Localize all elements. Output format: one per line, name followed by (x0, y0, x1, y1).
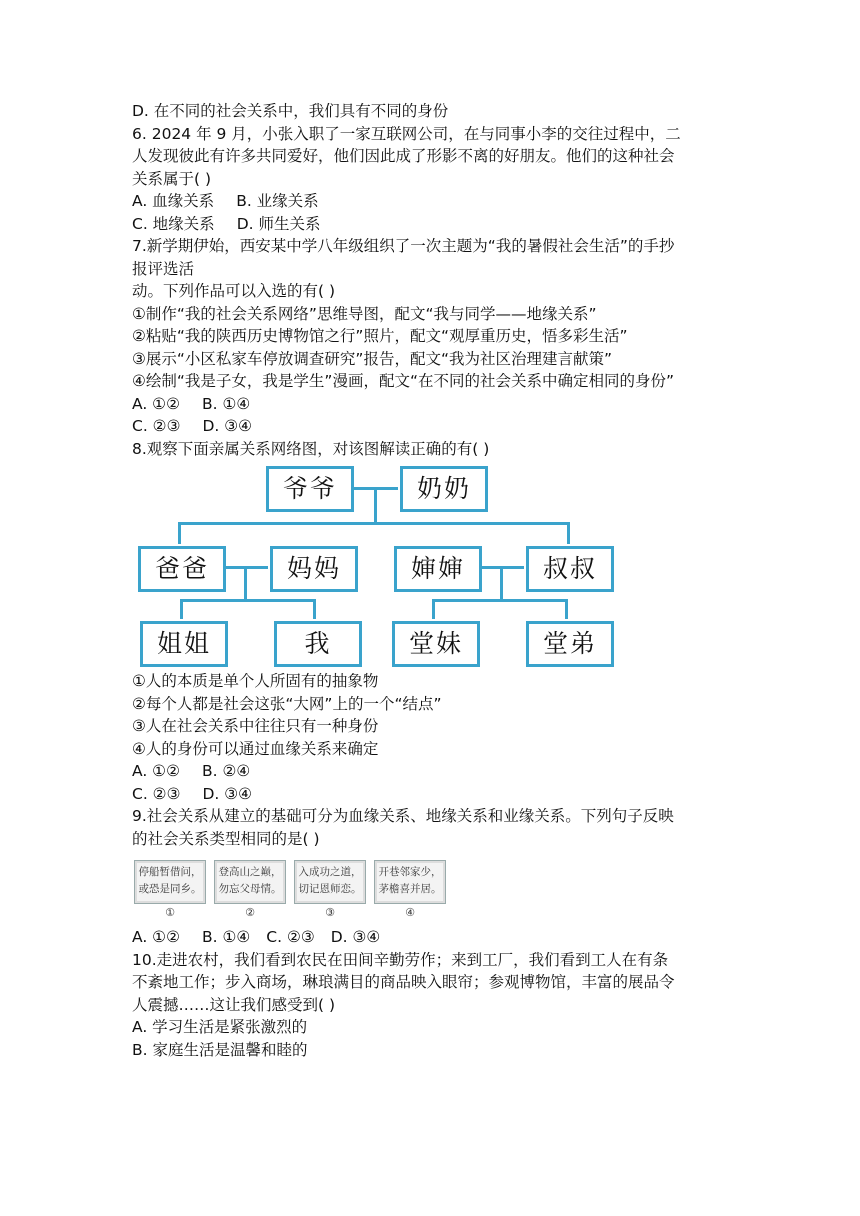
tree-node-mom: 妈妈 (270, 546, 358, 592)
tree-node-uncle: 叔叔 (526, 546, 614, 592)
q9-option-c: C. ②③ (266, 928, 315, 946)
q6-stem-line2: 人发现彼此有许多共同爱好，他们因此成了形影不离的好朋友。他们的这种社会 (132, 147, 675, 165)
tree-connector (500, 566, 503, 601)
q7-item-4: ④绘制“我是子女，我是学生”漫画，配文“在不同的社会关系中确定相同的身份” (132, 372, 675, 390)
tree-connector (178, 522, 570, 525)
q9-stem-line2: 的社会关系类型相同的是( ) (132, 829, 320, 848)
q8-options-ab (132, 760, 732, 783)
q5-option-d: D. 在不同的社会关系中，我们具有不同的身份 (132, 102, 449, 120)
poem-card-text (134, 860, 206, 904)
tree-connector (565, 599, 568, 619)
poem-card-number: ① (165, 906, 175, 919)
q7-options-cd (132, 415, 732, 438)
poem-line: 入成功之道， (298, 866, 362, 878)
kinship-tree-diagram (138, 466, 618, 666)
q9-option-a: A. ①② (132, 928, 180, 946)
tree-connector (567, 522, 570, 544)
q7-stem-line3: 动。下列作品可以入选的有( ) (132, 282, 336, 300)
q8-item-4: ④人的身份可以通过血缘关系来确定 (132, 739, 379, 758)
poem-card-1 (134, 860, 206, 920)
q6-stem-line1: 6. 2024 年 9 月，小张入职了一家互联网公司，在与同事小李的交往过程中，二 (132, 124, 681, 143)
q10-stem-line1: 10.走进农村，我们看到农民在田间辛勤劳作；来到工厂，我们看到工人在有条 (132, 950, 669, 969)
poem-line: 茅檐喜并居。 (378, 883, 442, 895)
tree-node-grandpa: 爷爷 (266, 466, 354, 512)
tree-connector (244, 566, 247, 601)
q9-option-b: B. ①④ (201, 928, 251, 946)
q6-options-cd (132, 213, 732, 236)
q8-item-3: ③人在社会关系中往往只有一种身份 (132, 717, 379, 735)
poem-line: 切记恩师恋。 (298, 883, 362, 895)
tree-connector (432, 599, 435, 619)
q7-item-1: ①制作“我的社会关系网络”思维导图，配文“我与同学——地缘关系” (132, 304, 597, 323)
tree-connector (432, 599, 568, 602)
q8-option-a: A. ①② (132, 762, 180, 780)
q7-item-3: ③展示“小区私家车停放调查研究”报告，配文“我为社区治理建言献策” (132, 349, 613, 368)
q7-option-c: C. ②③ (132, 417, 181, 435)
poem-card-text (294, 860, 366, 904)
q6-option-c: C. 地缘关系 (132, 214, 215, 233)
tree-node-dad: 爸爸 (138, 546, 226, 592)
q7-item-2: ②粘贴“我的陕西历史博物馆之行”照片，配文“观厚重历史，悟多彩生活” (132, 327, 628, 345)
tree-connector (180, 599, 316, 602)
poem-line: 勿忘父母情。 (218, 883, 282, 895)
q9-stem-line1: 9.社会关系从建立的基础可分为血缘关系、地缘关系和业缘关系。下列句子反映 (132, 807, 674, 825)
q7-option-b: B. ①④ (201, 394, 251, 413)
poem-card-2 (214, 860, 286, 920)
q8-option-b: B. ②④ (201, 762, 251, 780)
tree-node-cousin-female: 堂妹 (392, 621, 480, 667)
tree-node-me: 我 (274, 621, 362, 667)
tree-connector (374, 487, 377, 524)
poem-card-text (374, 860, 446, 904)
q9-option-d: D. ③④ (330, 928, 381, 946)
poem-card-number: ④ (405, 906, 415, 919)
tree-connector (178, 522, 181, 544)
q7-option-a: A. ①② (132, 394, 180, 413)
q8-options-cd (132, 783, 732, 806)
poem-line: 停船暂借问， (138, 866, 202, 878)
q10-stem-line3: 人震撼……这让我们感受到( ) (132, 995, 336, 1014)
q6-option-a: A. 血缘关系 (132, 192, 215, 210)
tree-node-cousin-male: 堂弟 (526, 621, 614, 667)
q8-option-c: C. ②③ (132, 784, 181, 803)
q6-stem-line3: 关系属于( ) (132, 169, 212, 188)
q7-stem-line1: 7.新学期伊始，西安某中学八年级组织了一次主题为“我的暑假社会生活”的手抄 (132, 237, 675, 255)
q9-options (132, 926, 732, 949)
poem-card-3 (294, 860, 366, 920)
q8-item-2: ②每个人都是社会这张“大网”上的一个“结点” (132, 694, 442, 713)
tree-node-aunt: 婶婶 (394, 546, 482, 592)
q10-option-b: B. 家庭生活是温馨和睦的 (132, 1040, 308, 1059)
q7-option-d: D. ③④ (202, 417, 253, 435)
q8-item-1: ①人的本质是单个人所固有的抽象物 (132, 672, 379, 690)
q8-stem: 8.观察下面亲属关系网络图，对该图解读正确的有( ) (132, 439, 490, 458)
q7-options-ab (132, 393, 732, 416)
tree-connector (180, 599, 183, 619)
q10-stem-line2: 不紊地工作；步入商场，琳琅满目的商品映入眼帘；参观博物馆，丰富的展品令 (132, 973, 675, 991)
poem-cards (134, 860, 732, 920)
poem-line: 登高山之巅， (218, 866, 282, 878)
q10-option-a: A. 学习生活是紧张激烈的 (132, 1018, 308, 1036)
q6-option-b: B. 业缘关系 (236, 192, 319, 210)
poem-line: 或恐是同乡。 (138, 883, 202, 895)
tree-connector (313, 599, 316, 619)
q7-stem-line2: 报评选活 (132, 259, 195, 278)
poem-card-number: ② (245, 906, 255, 919)
tree-node-grandma: 奶奶 (400, 466, 488, 512)
poem-card-4 (374, 860, 446, 920)
tree-node-sister: 姐姐 (140, 621, 228, 667)
poem-card-number: ③ (325, 906, 335, 919)
poem-line: 开巷邻家少， (378, 866, 442, 878)
q6-option-d: D. 师生关系 (236, 214, 321, 233)
q8-option-d: D. ③④ (202, 784, 253, 803)
poem-card-text (214, 860, 286, 904)
document-page (132, 100, 732, 1061)
q6-options-ab (132, 190, 732, 213)
